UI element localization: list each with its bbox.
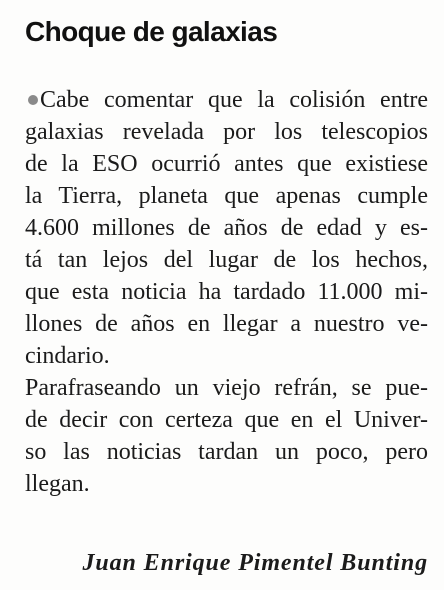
body-line: galaxias revelada por los telescopios xyxy=(25,119,428,145)
body-line: Parafraseando un viejo refrán, se pue- xyxy=(25,375,428,401)
body-line: llones de años en llegar a nuestro ve- xyxy=(25,311,428,337)
first-line xyxy=(25,84,428,116)
paragraph-2 xyxy=(25,372,428,500)
body-line: 4.600 millones de años de edad y es- xyxy=(25,215,428,241)
body-line: cindario. xyxy=(25,343,110,369)
article-title: Choque de galaxias xyxy=(25,16,278,47)
body-line: que esta noticia ha tardado 11.000 mi- xyxy=(25,279,428,305)
bullet-icon xyxy=(28,95,38,105)
body-line: llegan. xyxy=(25,471,90,497)
paragraph-1 xyxy=(25,84,428,372)
body-line: la Tierra, planeta que apenas cumple xyxy=(25,183,428,209)
body-line: tá tan lejos del lugar de los hechos, xyxy=(25,247,428,273)
author-signature: Juan Enrique Pimentel Bunting xyxy=(82,550,428,576)
body-line: so las noticias tardan un poco, pero xyxy=(25,439,428,465)
body-line: Cabe comentar que la colisión entre xyxy=(40,87,428,113)
body-line: de la ESO ocurrió antes que existiese xyxy=(25,151,428,177)
article-body xyxy=(25,84,428,500)
body-line: de decir con certeza que en el Univer- xyxy=(25,407,428,433)
